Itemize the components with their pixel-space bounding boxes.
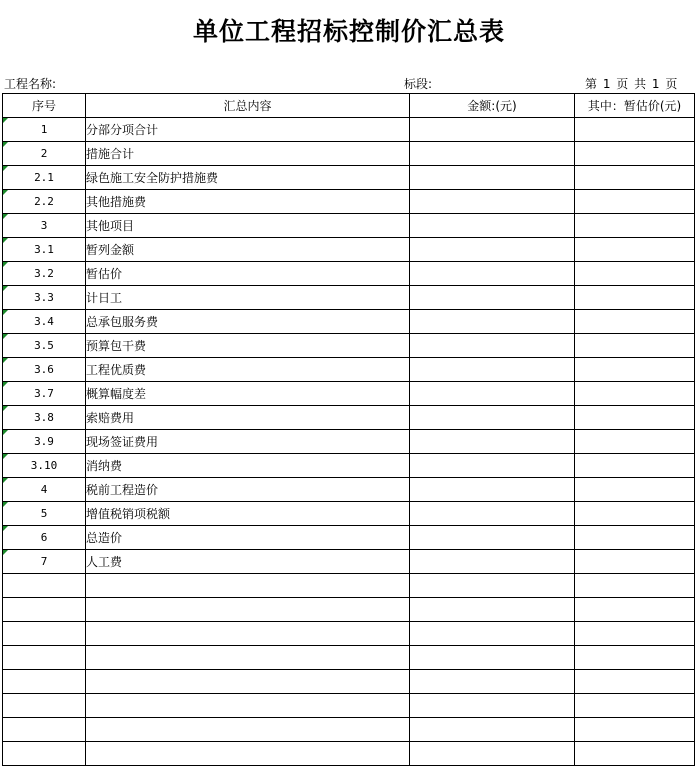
table-row	[3, 190, 695, 214]
row-content-cell[interactable]: 绿色施工安全防护措施费	[86, 166, 410, 190]
page-info: 第 1 页 共 1 页	[585, 77, 678, 91]
header-content[interactable]: 汇总内容	[86, 94, 410, 118]
table-row	[3, 478, 695, 502]
row-serial-cell[interactable]: 3.4	[3, 310, 86, 334]
row-provisional-cell[interactable]	[575, 622, 695, 646]
row-amount-cell[interactable]	[410, 646, 575, 670]
table-row	[3, 598, 695, 622]
table-row	[3, 550, 695, 574]
row-provisional-cell[interactable]	[575, 430, 695, 454]
row-content-cell[interactable]: 计日工	[86, 286, 410, 310]
row-content-cell[interactable]: 概算幅度差	[86, 382, 410, 406]
table-row	[3, 670, 695, 694]
row-content-cell[interactable]: 总承包服务费	[86, 310, 410, 334]
row-amount-cell[interactable]	[410, 286, 575, 310]
row-content-cell[interactable]: 工程优质费	[86, 358, 410, 382]
row-amount-cell[interactable]	[410, 166, 575, 190]
row-content-cell[interactable]: 暂列金额	[86, 238, 410, 262]
table-row	[3, 454, 695, 478]
row-content-cell[interactable]: 其他措施费	[86, 190, 410, 214]
row-serial-cell[interactable]: 3.2	[3, 262, 86, 286]
row-provisional-cell[interactable]	[575, 718, 695, 742]
row-amount-cell[interactable]	[410, 694, 575, 718]
table-row	[3, 238, 695, 262]
row-amount-cell[interactable]	[410, 526, 575, 550]
table-row	[3, 118, 695, 142]
table-row	[3, 526, 695, 550]
row-serial-cell[interactable]	[3, 574, 86, 598]
table-row	[3, 646, 695, 670]
page-title: 单位工程招标控制价汇总表	[192, 17, 505, 46]
row-serial-cell[interactable]	[3, 598, 86, 622]
row-provisional-cell[interactable]	[575, 118, 695, 142]
row-amount-cell[interactable]	[410, 718, 575, 742]
row-provisional-cell[interactable]	[575, 406, 695, 430]
row-provisional-cell[interactable]	[575, 214, 695, 238]
table-row	[3, 214, 695, 238]
row-content-cell[interactable]	[86, 622, 410, 646]
row-content-cell[interactable]	[86, 646, 410, 670]
row-serial-cell[interactable]: 3.3	[3, 286, 86, 310]
row-serial-cell[interactable]: 3.7	[3, 382, 86, 406]
row-provisional-cell[interactable]	[575, 502, 695, 526]
row-content-cell[interactable]: 总造价	[86, 526, 410, 550]
row-amount-cell[interactable]	[410, 382, 575, 406]
row-serial-cell[interactable]: 2	[3, 142, 86, 166]
row-provisional-cell[interactable]	[575, 574, 695, 598]
row-provisional-cell[interactable]	[575, 142, 695, 166]
header-amount[interactable]: 金额:(元)	[410, 94, 575, 118]
row-provisional-cell[interactable]	[575, 598, 695, 622]
row-content-cell[interactable]: 索赔费用	[86, 406, 410, 430]
row-serial-cell[interactable]	[3, 694, 86, 718]
row-provisional-cell[interactable]	[575, 358, 695, 382]
row-content-cell[interactable]: 暂估价	[86, 262, 410, 286]
row-provisional-cell[interactable]	[575, 238, 695, 262]
row-provisional-cell[interactable]	[575, 646, 695, 670]
row-content-cell[interactable]	[86, 742, 410, 766]
header-provisional[interactable]: 其中：暂估价(元)	[575, 94, 695, 118]
row-amount-cell[interactable]	[410, 598, 575, 622]
row-content-cell[interactable]: 措施合计	[86, 142, 410, 166]
summary-table	[2, 93, 695, 766]
table-row	[3, 622, 695, 646]
row-amount-cell[interactable]	[410, 502, 575, 526]
row-serial-cell[interactable]	[3, 622, 86, 646]
row-amount-cell[interactable]	[410, 238, 575, 262]
row-amount-cell[interactable]	[410, 118, 575, 142]
row-provisional-cell[interactable]	[575, 694, 695, 718]
table-row	[3, 406, 695, 430]
row-content-cell[interactable]	[86, 574, 410, 598]
row-amount-cell[interactable]	[410, 622, 575, 646]
row-content-cell[interactable]	[86, 598, 410, 622]
row-serial-cell[interactable]	[3, 718, 86, 742]
row-provisional-cell[interactable]	[575, 550, 695, 574]
row-provisional-cell[interactable]	[575, 334, 695, 358]
table-header-row	[3, 94, 695, 118]
row-provisional-cell[interactable]	[575, 454, 695, 478]
row-serial-cell[interactable]: 4	[3, 478, 86, 502]
row-content-cell[interactable]: 消纳费	[86, 454, 410, 478]
row-serial-cell[interactable]: 6	[3, 526, 86, 550]
row-provisional-cell[interactable]	[575, 190, 695, 214]
row-amount-cell[interactable]	[410, 670, 575, 694]
row-serial-cell[interactable]: 7	[3, 550, 86, 574]
row-provisional-cell[interactable]	[575, 742, 695, 766]
row-content-cell[interactable]	[86, 670, 410, 694]
project-name-label: 工程名称:	[4, 77, 57, 91]
table-row	[3, 742, 695, 766]
row-serial-cell[interactable]: 3.10	[3, 454, 86, 478]
table-row	[3, 334, 695, 358]
row-amount-cell[interactable]	[410, 190, 575, 214]
row-amount-cell[interactable]	[410, 214, 575, 238]
row-serial-cell[interactable]: 3	[3, 214, 86, 238]
table-row	[3, 166, 695, 190]
row-serial-cell[interactable]: 3.8	[3, 406, 86, 430]
table-row	[3, 286, 695, 310]
row-provisional-cell[interactable]	[575, 166, 695, 190]
row-serial-cell[interactable]: 5	[3, 502, 86, 526]
row-serial-cell[interactable]: 3.5	[3, 334, 86, 358]
row-provisional-cell[interactable]	[575, 262, 695, 286]
header-serial[interactable]: 序号	[3, 94, 86, 118]
row-serial-cell[interactable]	[3, 646, 86, 670]
row-provisional-cell[interactable]	[575, 310, 695, 334]
row-content-cell[interactable]	[86, 694, 410, 718]
row-content-cell[interactable]: 预算包干费	[86, 334, 410, 358]
row-serial-cell[interactable]: 3.9	[3, 430, 86, 454]
table-row	[3, 310, 695, 334]
row-amount-cell[interactable]	[410, 550, 575, 574]
table-row	[3, 382, 695, 406]
row-serial-cell[interactable]: 2.2	[3, 190, 86, 214]
table-row	[3, 574, 695, 598]
row-provisional-cell[interactable]	[575, 478, 695, 502]
row-content-cell[interactable]: 现场签证费用	[86, 430, 410, 454]
row-provisional-cell[interactable]	[575, 382, 695, 406]
row-amount-cell[interactable]	[410, 454, 575, 478]
table-row	[3, 358, 695, 382]
row-amount-cell[interactable]	[410, 334, 575, 358]
row-serial-cell[interactable]	[3, 742, 86, 766]
table-row	[3, 502, 695, 526]
section-label: 标段:	[404, 77, 433, 91]
row-content-cell[interactable]	[86, 718, 410, 742]
row-serial-cell[interactable]: 1	[3, 118, 86, 142]
row-amount-cell[interactable]	[410, 478, 575, 502]
row-serial-cell[interactable]: 2.1	[3, 166, 86, 190]
row-content-cell[interactable]: 税前工程造价	[86, 478, 410, 502]
table-row	[3, 142, 695, 166]
row-amount-cell[interactable]	[410, 742, 575, 766]
row-content-cell[interactable]: 分部分项合计	[86, 118, 410, 142]
row-amount-cell[interactable]	[410, 310, 575, 334]
row-content-cell[interactable]: 人工费	[86, 550, 410, 574]
row-content-cell[interactable]: 增值税销项税额	[86, 502, 410, 526]
table-row	[3, 430, 695, 454]
row-provisional-cell[interactable]	[575, 670, 695, 694]
table-row	[3, 694, 695, 718]
row-content-cell[interactable]: 其他项目	[86, 214, 410, 238]
table-row	[3, 718, 695, 742]
row-serial-cell[interactable]	[3, 670, 86, 694]
row-serial-cell[interactable]: 3.1	[3, 238, 86, 262]
row-serial-cell[interactable]: 3.6	[3, 358, 86, 382]
table-row	[3, 262, 695, 286]
row-amount-cell[interactable]	[410, 262, 575, 286]
row-amount-cell[interactable]	[410, 142, 575, 166]
row-amount-cell[interactable]	[410, 574, 575, 598]
row-amount-cell[interactable]	[410, 430, 575, 454]
row-amount-cell[interactable]	[410, 358, 575, 382]
row-amount-cell[interactable]	[410, 406, 575, 430]
row-provisional-cell[interactable]	[575, 526, 695, 550]
row-provisional-cell[interactable]	[575, 286, 695, 310]
